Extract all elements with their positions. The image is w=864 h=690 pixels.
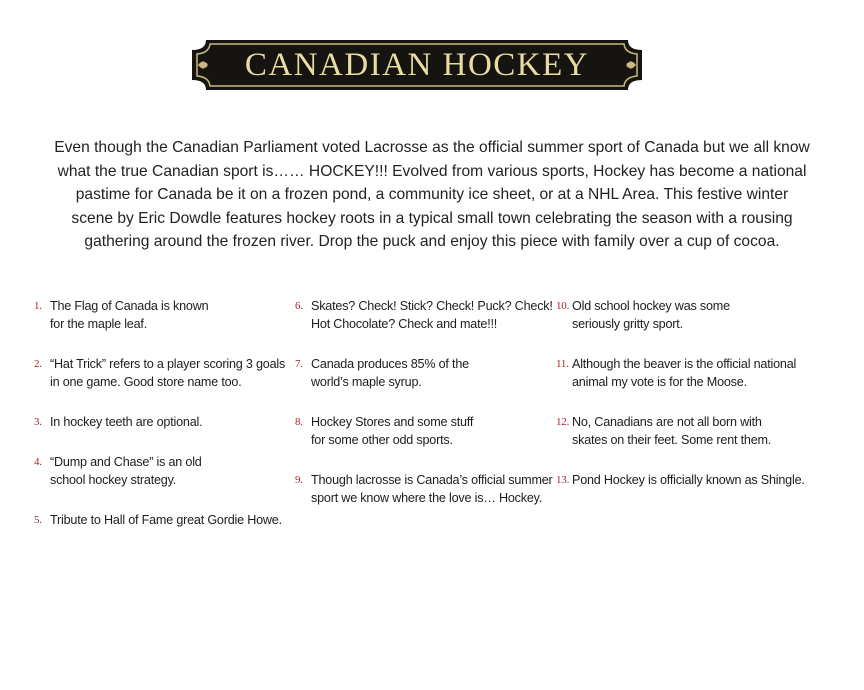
fact-number: 2. — [34, 358, 42, 370]
intro-paragraph — [28, 136, 836, 254]
fact-number: 4. — [34, 456, 42, 468]
fact-text-line: The Flag of Canada is known — [50, 299, 209, 313]
intro-line: scene by Eric Dowdle features hockey roots in a typical small town celebrating the season with a rousing — [71, 209, 793, 227]
fact-number: 6. — [295, 300, 303, 312]
fact-number: 10. — [556, 300, 570, 312]
fact-number: 11. — [556, 358, 569, 370]
fact-text-line: Hot Chocolate? Check and mate!!! — [311, 317, 498, 331]
intro-line: what the true Canadian sport is…… HOCKEY!!! Evolved from various sports, Hockey has become a national — [57, 162, 807, 180]
fact-item — [556, 413, 826, 449]
fact-text-line: school hockey strategy. — [50, 473, 177, 487]
fact-text-line: Tribute to Hall of Fame great Gordie Howe. — [50, 513, 282, 527]
fact-text-line: animal my vote is for the Moose. — [572, 375, 747, 389]
fact-text-line: “Hat Trick” refers to a player scoring 3 goals — [50, 357, 286, 371]
fact-item — [556, 355, 826, 391]
fact-item — [295, 297, 565, 333]
fact-item — [34, 297, 304, 333]
fact-item — [295, 413, 565, 449]
fact-text-line: Hockey Stores and some stuff — [311, 415, 474, 429]
fact-text-line: Although the beaver is the official national — [572, 357, 797, 371]
fact-item — [295, 471, 565, 507]
title-banner — [192, 40, 642, 90]
fact-text-line: world’s maple syrup. — [311, 375, 422, 389]
intro-line: pastime for Canada be it on a frozen pond, a community ice sheet, or at a NHL Area. This festive winter — [75, 186, 789, 203]
intro-line: Even though the Canadian Parliament voted Lacrosse as the official summer sport of Canada but we all know — [54, 139, 810, 156]
fact-item — [34, 453, 304, 489]
fact-text-line: Skates? Check! Stick? Check! Puck? Check! — [311, 299, 553, 313]
fact-number: 12. — [556, 416, 570, 428]
fact-number: 3. — [34, 416, 42, 428]
fact-text-line: for the maple leaf. — [50, 317, 148, 331]
fact-text-line: for some other odd sports. — [311, 433, 453, 447]
fact-number: 13. — [556, 474, 570, 486]
fact-number: 9. — [295, 474, 303, 486]
fact-text-line: “Dump and Chase” is an old — [50, 455, 202, 469]
fact-text-line: seriously gritty sport. — [572, 317, 683, 331]
fact-item — [34, 413, 304, 431]
fact-item — [34, 511, 304, 529]
fact-item — [34, 355, 304, 391]
fact-item — [295, 355, 565, 391]
fact-text-line: Canada produces 85% of the — [311, 357, 469, 371]
fact-number: 7. — [295, 358, 303, 370]
fact-item — [556, 297, 826, 333]
fact-text-line: No, Canadians are not all born with — [572, 415, 762, 429]
fact-text-line: Though lacrosse is Canada’s official summer — [311, 473, 553, 487]
intro-line: gathering around the frozen river. Drop the puck and enjoy this piece with family over a cup of cocoa. — [84, 233, 780, 250]
fact-number: 5. — [34, 514, 42, 526]
fact-text-line: In hockey teeth are optional. — [50, 415, 203, 429]
fact-text-line: sport we know where the love is… Hockey. — [311, 491, 543, 505]
fact-item — [556, 471, 826, 489]
fact-number: 1. — [34, 300, 42, 312]
fact-text-line: skates on their feet. Some rent them. — [572, 433, 772, 447]
fact-text-line: in one game. Good store name too. — [50, 375, 242, 389]
fact-text-line: Old school hockey was some — [572, 299, 730, 313]
page-title: CANADIAN HOCKEY — [244, 46, 590, 83]
fact-text-line: Pond Hockey is officially known as Shingle. — [572, 473, 805, 487]
fact-number: 8. — [295, 416, 303, 428]
